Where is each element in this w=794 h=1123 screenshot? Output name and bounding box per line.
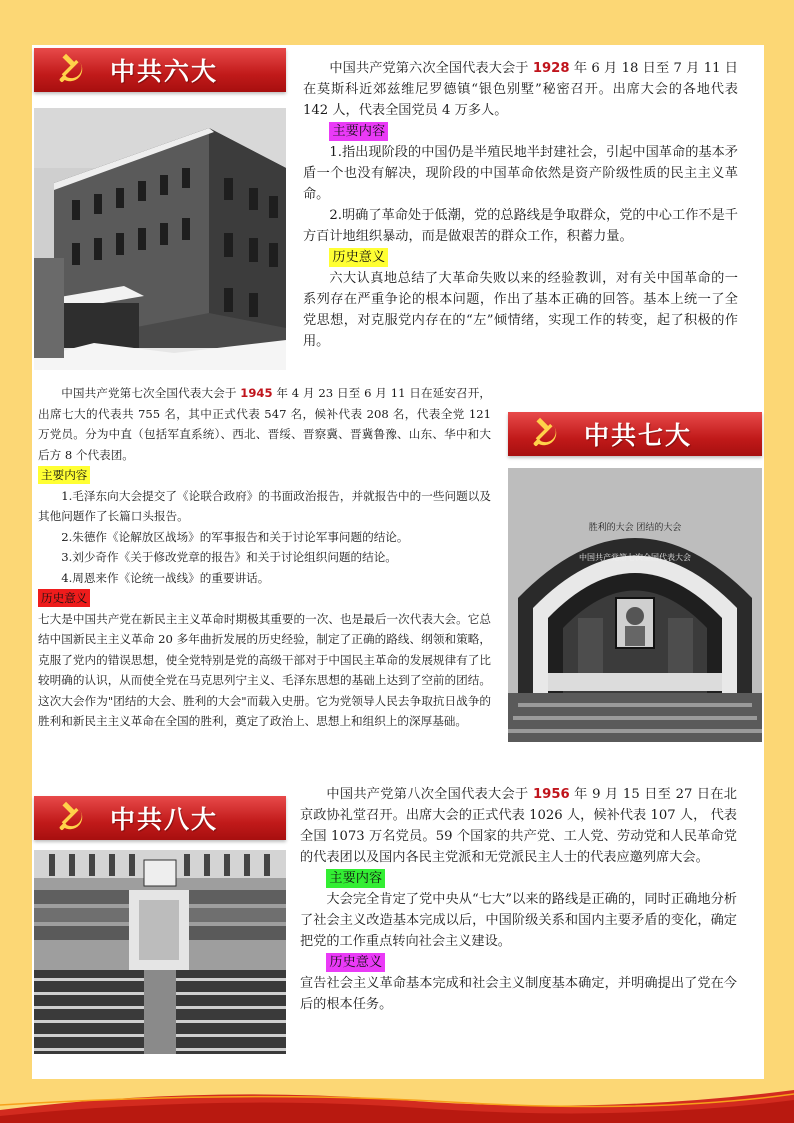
- section6-intro-after: 年 6 月 18 日至 7 月 11 日在莫斯科近郊兹维尼罗德镇“银色别墅”秘密召开。出席大会的各地代表 142 人，代表全国党员 4 万多人。: [303, 61, 738, 118]
- section6-point-1: 1.指出现阶段的中国仍是半殖民地半封建社会，引起中国革命的基本矛盾一个也没有解决，现阶段的中国革命依然是资产阶级性质的民主主义革命。: [303, 145, 738, 202]
- section8-banner: [34, 796, 286, 840]
- hammer-sickle-icon: [54, 801, 88, 835]
- footer-ribbon: [0, 1080, 794, 1123]
- section6-banner: [34, 48, 286, 92]
- photo7-arch-text: 胜利的大会 团结的大会: [588, 523, 682, 533]
- section8-content-label: 主要内容: [326, 869, 385, 888]
- section8-intro-before: 中国共产党第八次全国代表大会于: [326, 787, 533, 802]
- section7-intro: [38, 383, 491, 465]
- section7-year: 1945: [240, 386, 273, 400]
- section6-point-2: 2.明确了革命处于低潮，党的总路线是争取群众，党的中心工作不是千方百计地组织暴动，而是做艰苦的群众工作，积蓄力量。: [303, 208, 738, 244]
- section7-intro-after: 年 4 月 23 日至 6 月 11 日在延安召开，出席七大的代表共 755 名，其中正式代表 547 名，候补代表 208 名，代表全党 121 万党员。分为中直（包括军直系统）、西北、晋绥、晋察冀、晋冀鲁豫、山东、华中和大后方 8 个代表团。: [38, 386, 491, 462]
- section6-year: 1928: [532, 61, 570, 76]
- section8-intro: [300, 784, 737, 868]
- section8-year: 1956: [532, 787, 570, 802]
- section6-content-label: 主要内容: [329, 122, 388, 141]
- section6-significance: 六大认真地总结了大革命失败以来的经验教训，对有关中国革命的一系列存在严重争论的根本问题，作出了基本正确的回答。基本上统一了全党思想，对克服党内存在的“左”倾情绪，实现工作的转变，起了积极的作用。: [303, 271, 738, 349]
- section8-title: 中共八大: [110, 805, 219, 834]
- section8-significance-label: 历史意义: [326, 953, 385, 972]
- section7-photo: [508, 468, 762, 742]
- section8-photo: [34, 850, 286, 1054]
- section6-text: [303, 58, 738, 352]
- section7-significance-label: 历史意义: [38, 589, 90, 607]
- section7-banner: [508, 412, 762, 456]
- section6-title: 中共六大: [110, 57, 219, 86]
- section7-point-1: 1.毛泽东向大会提交了《论联合政府》的书面政治报告，并就报告中的一些问题以及其他问题作了长篇口头报告。: [38, 488, 491, 523]
- section7-content-label: 主要内容: [38, 466, 90, 484]
- section8-intro-after: 年 9 月 15 日至 27 日在北京政协礼堂召开。出席大会的正式代表 1026 人，候补代表 107 人， 代表全国 1073 万名党员。59 个国家的共产党、工人党、劳动党和人民革命党的代表团以及国内各民主党派和无党派民主人士的代表应邀列席大会。: [300, 787, 737, 865]
- section7-significance: 七大是中国共产党在新民主主义革命时期极其重要的一次、也是最后一次代表大会。它总结中国新民主主义革命 20 多年曲折发展的历史经验，制定了正确的路线、纲领和策略，克服了党内的错误思想，使全党特别是党的高级干部对于中国民主革命的发展规律有了比较明确的认识，从而使全党在马克思列宁主义、毛泽东思想的基础上达到了空前的团结。这次大会作为"团结的大会、胜利的大会"而载入史册。它为党领导人民去争取抗日战争的胜利和新民主主义革命在全国的胜利，奠定了政治上、思想上和组织上的深厚基础。: [38, 611, 491, 728]
- hammer-sickle-icon: [528, 417, 562, 451]
- section6-photo: [34, 108, 286, 370]
- hammer-sickle-icon: [54, 53, 88, 87]
- section8-text: [300, 784, 737, 1015]
- section6-intro-before: 中国共产党第六次全国代表大会于: [329, 61, 533, 76]
- section7-text: [38, 383, 491, 732]
- section6-significance-label: 历史意义: [329, 248, 388, 267]
- section6-intro: [303, 58, 738, 121]
- section7-title: 中共七大: [584, 421, 693, 450]
- photo7-hall-text: 中国共产党第七次全国代表大会: [579, 553, 691, 562]
- section8-significance: 宣告社会主义革命基本完成和社会主义制度基本确定，并明确提出了党在今后的根本任务。: [300, 976, 737, 1012]
- section7-point-2: 2.朱德作《论解放区战场》的军事报告和关于讨论军事问题的结论。: [61, 529, 409, 544]
- section7-intro-before: 中国共产党第七次全国代表大会于: [61, 386, 241, 400]
- section8-content: 大会完全肯定了党中央从“七大”以来的路线是正确的，同时正确地分析了社会主义改造基本完成以后，中国阶级关系和国内主要矛盾的变化，确定把党的工作重点转向社会主义建设。: [300, 892, 737, 949]
- section7-point-3: 3.刘少奇作《关于修改党章的报告》和关于讨论组织问题的结论。: [61, 550, 397, 564]
- section7-point-4: 4.周恩来作《论统一战线》的重要讲话。: [61, 570, 270, 585]
